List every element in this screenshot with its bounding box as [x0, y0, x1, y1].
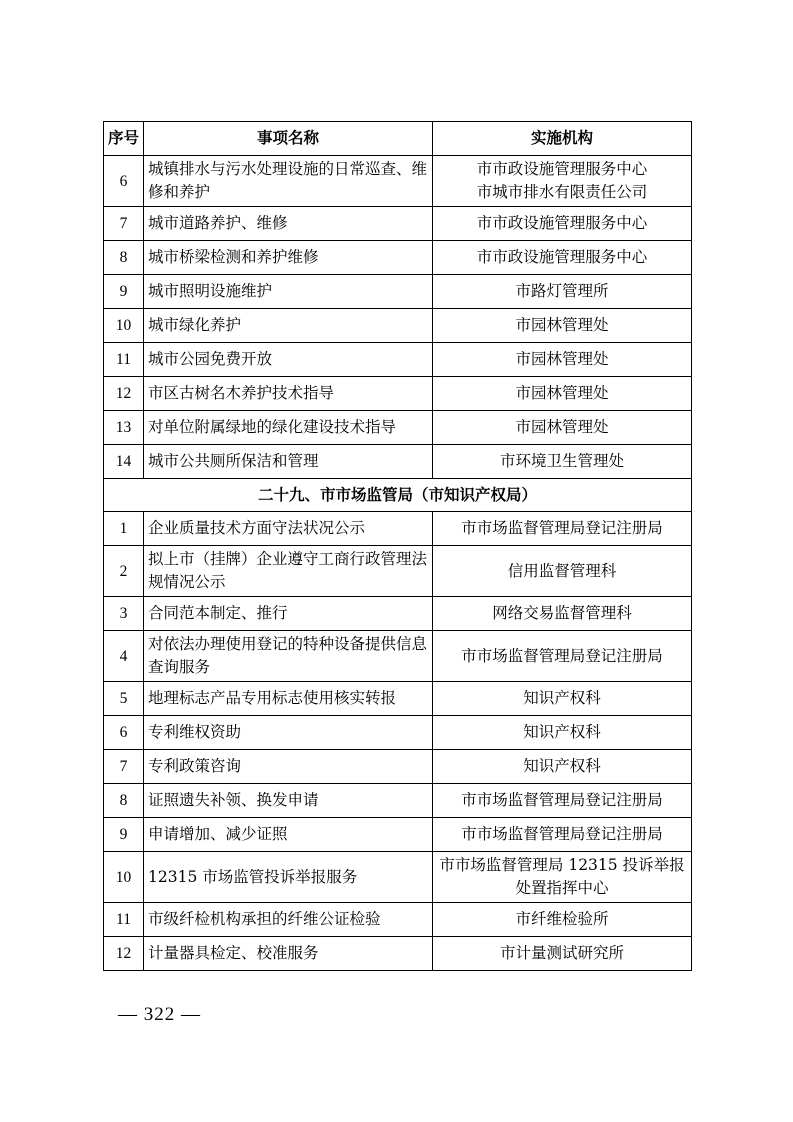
row-no: 10 — [104, 309, 144, 343]
row-no: 9 — [104, 275, 144, 309]
row-no: 12 — [104, 377, 144, 411]
table-row — [104, 716, 692, 750]
row-item-name: 城镇排水与污水处理设施的日常巡查、维修和养护 — [144, 156, 433, 207]
row-no: 8 — [104, 241, 144, 275]
row-item-name: 计量器具检定、校准服务 — [144, 937, 433, 971]
row-organization: 知识产权科 — [433, 716, 692, 750]
row-no: 3 — [104, 597, 144, 631]
row-item-name: 专利政策咨询 — [144, 750, 433, 784]
row-item-name: 企业质量技术方面守法状况公示 — [144, 512, 433, 546]
row-organization: 市市场监督管理局登记注册局 — [433, 512, 692, 546]
row-organization: 市计量测试研究所 — [433, 937, 692, 971]
row-item-name: 对单位附属绿地的绿化建设技术指导 — [144, 411, 433, 445]
row-item-name: 城市照明设施维护 — [144, 275, 433, 309]
row-no: 5 — [104, 682, 144, 716]
row-organization: 知识产权科 — [433, 750, 692, 784]
row-no: 10 — [104, 852, 144, 903]
row-item-name: 城市公共厕所保洁和管理 — [144, 445, 433, 479]
org-line: 市市政设施管理服务中心 市城市排水有限责任公司 — [476, 160, 648, 201]
row-organization — [433, 156, 692, 207]
row-no: 7 — [104, 750, 144, 784]
row-organization: 网络交易监督管理科 — [433, 597, 692, 631]
row-organization: 信用监督管理科 — [433, 546, 692, 597]
table-row — [104, 852, 692, 903]
row-organization: 知识产权科 — [433, 682, 692, 716]
service-items-table — [103, 121, 692, 971]
table-row — [104, 597, 692, 631]
row-no: 1 — [104, 512, 144, 546]
table-row — [104, 207, 692, 241]
row-organization: 市纤维检验所 — [433, 903, 692, 937]
row-organization: 市园林管理处 — [433, 309, 692, 343]
table-row — [104, 512, 692, 546]
row-organization: 市路灯管理所 — [433, 275, 692, 309]
row-no: 12 — [104, 937, 144, 971]
row-organization: 市市政设施管理服务中心 — [433, 241, 692, 275]
row-item-name: 市级纤检机构承担的纤维公证检验 — [144, 903, 433, 937]
row-no: 13 — [104, 411, 144, 445]
row-organization: 市园林管理处 — [433, 411, 692, 445]
row-item-name: 地理标志产品专用标志使用核实转报 — [144, 682, 433, 716]
table-header-row — [104, 122, 692, 156]
row-item-name: 城市道路养护、维修 — [144, 207, 433, 241]
row-item-name: 城市绿化养护 — [144, 309, 433, 343]
row-no: 8 — [104, 784, 144, 818]
row-item-name: 合同范本制定、推行 — [144, 597, 433, 631]
row-organization: 市市政设施管理服务中心 — [433, 207, 692, 241]
row-item-name: 证照遗失补领、换发申请 — [144, 784, 433, 818]
row-no: 11 — [104, 903, 144, 937]
row-organization: 市市场监督管理局 12315 投诉举报处置指挥中心 — [433, 852, 692, 903]
table-row — [104, 784, 692, 818]
table-row — [104, 445, 692, 479]
row-organization: 市园林管理处 — [433, 377, 692, 411]
row-no: 11 — [104, 343, 144, 377]
table-row — [104, 309, 692, 343]
row-organization: 市市场监督管理局登记注册局 — [433, 818, 692, 852]
header-organization: 实施机构 — [433, 122, 692, 156]
row-item-name: 专利维权资助 — [144, 716, 433, 750]
table-row — [104, 241, 692, 275]
row-item-name: 对依法办理使用登记的特种设备提供信息查询服务 — [144, 631, 433, 682]
table-row — [104, 343, 692, 377]
header-no: 序号 — [104, 122, 144, 156]
table-row — [104, 750, 692, 784]
page-number: — 322 — — [118, 1004, 201, 1025]
table-row — [104, 275, 692, 309]
row-organization: 市环境卫生管理处 — [433, 445, 692, 479]
row-item-name: 12315 市场监管投诉举报服务 — [144, 852, 433, 903]
table-row — [104, 377, 692, 411]
row-item-name: 申请增加、减少证照 — [144, 818, 433, 852]
table-row — [104, 903, 692, 937]
row-item-name: 拟上市（挂牌）企业遵守工商行政管理法规情况公示 — [144, 546, 433, 597]
table-row — [104, 411, 692, 445]
table-row — [104, 546, 692, 597]
row-no: 4 — [104, 631, 144, 682]
row-no: 6 — [104, 156, 144, 207]
row-no: 6 — [104, 716, 144, 750]
table-row — [104, 156, 692, 207]
row-no: 14 — [104, 445, 144, 479]
row-item-name: 市区古树名木养护技术指导 — [144, 377, 433, 411]
header-item-name: 事项名称 — [144, 122, 433, 156]
row-item-name: 城市公园免费开放 — [144, 343, 433, 377]
row-organization: 市市场监督管理局登记注册局 — [433, 631, 692, 682]
row-no: 7 — [104, 207, 144, 241]
table-row — [104, 937, 692, 971]
table-row — [104, 682, 692, 716]
section-title: 二十九、市市场监管局（市知识产权局） — [104, 479, 692, 512]
row-item-name: 城市桥梁检测和养护维修 — [144, 241, 433, 275]
row-no: 2 — [104, 546, 144, 597]
section-header-row — [104, 479, 692, 512]
table-row — [104, 818, 692, 852]
table-row — [104, 631, 692, 682]
row-organization: 市园林管理处 — [433, 343, 692, 377]
row-no: 9 — [104, 818, 144, 852]
row-organization: 市市场监督管理局登记注册局 — [433, 784, 692, 818]
